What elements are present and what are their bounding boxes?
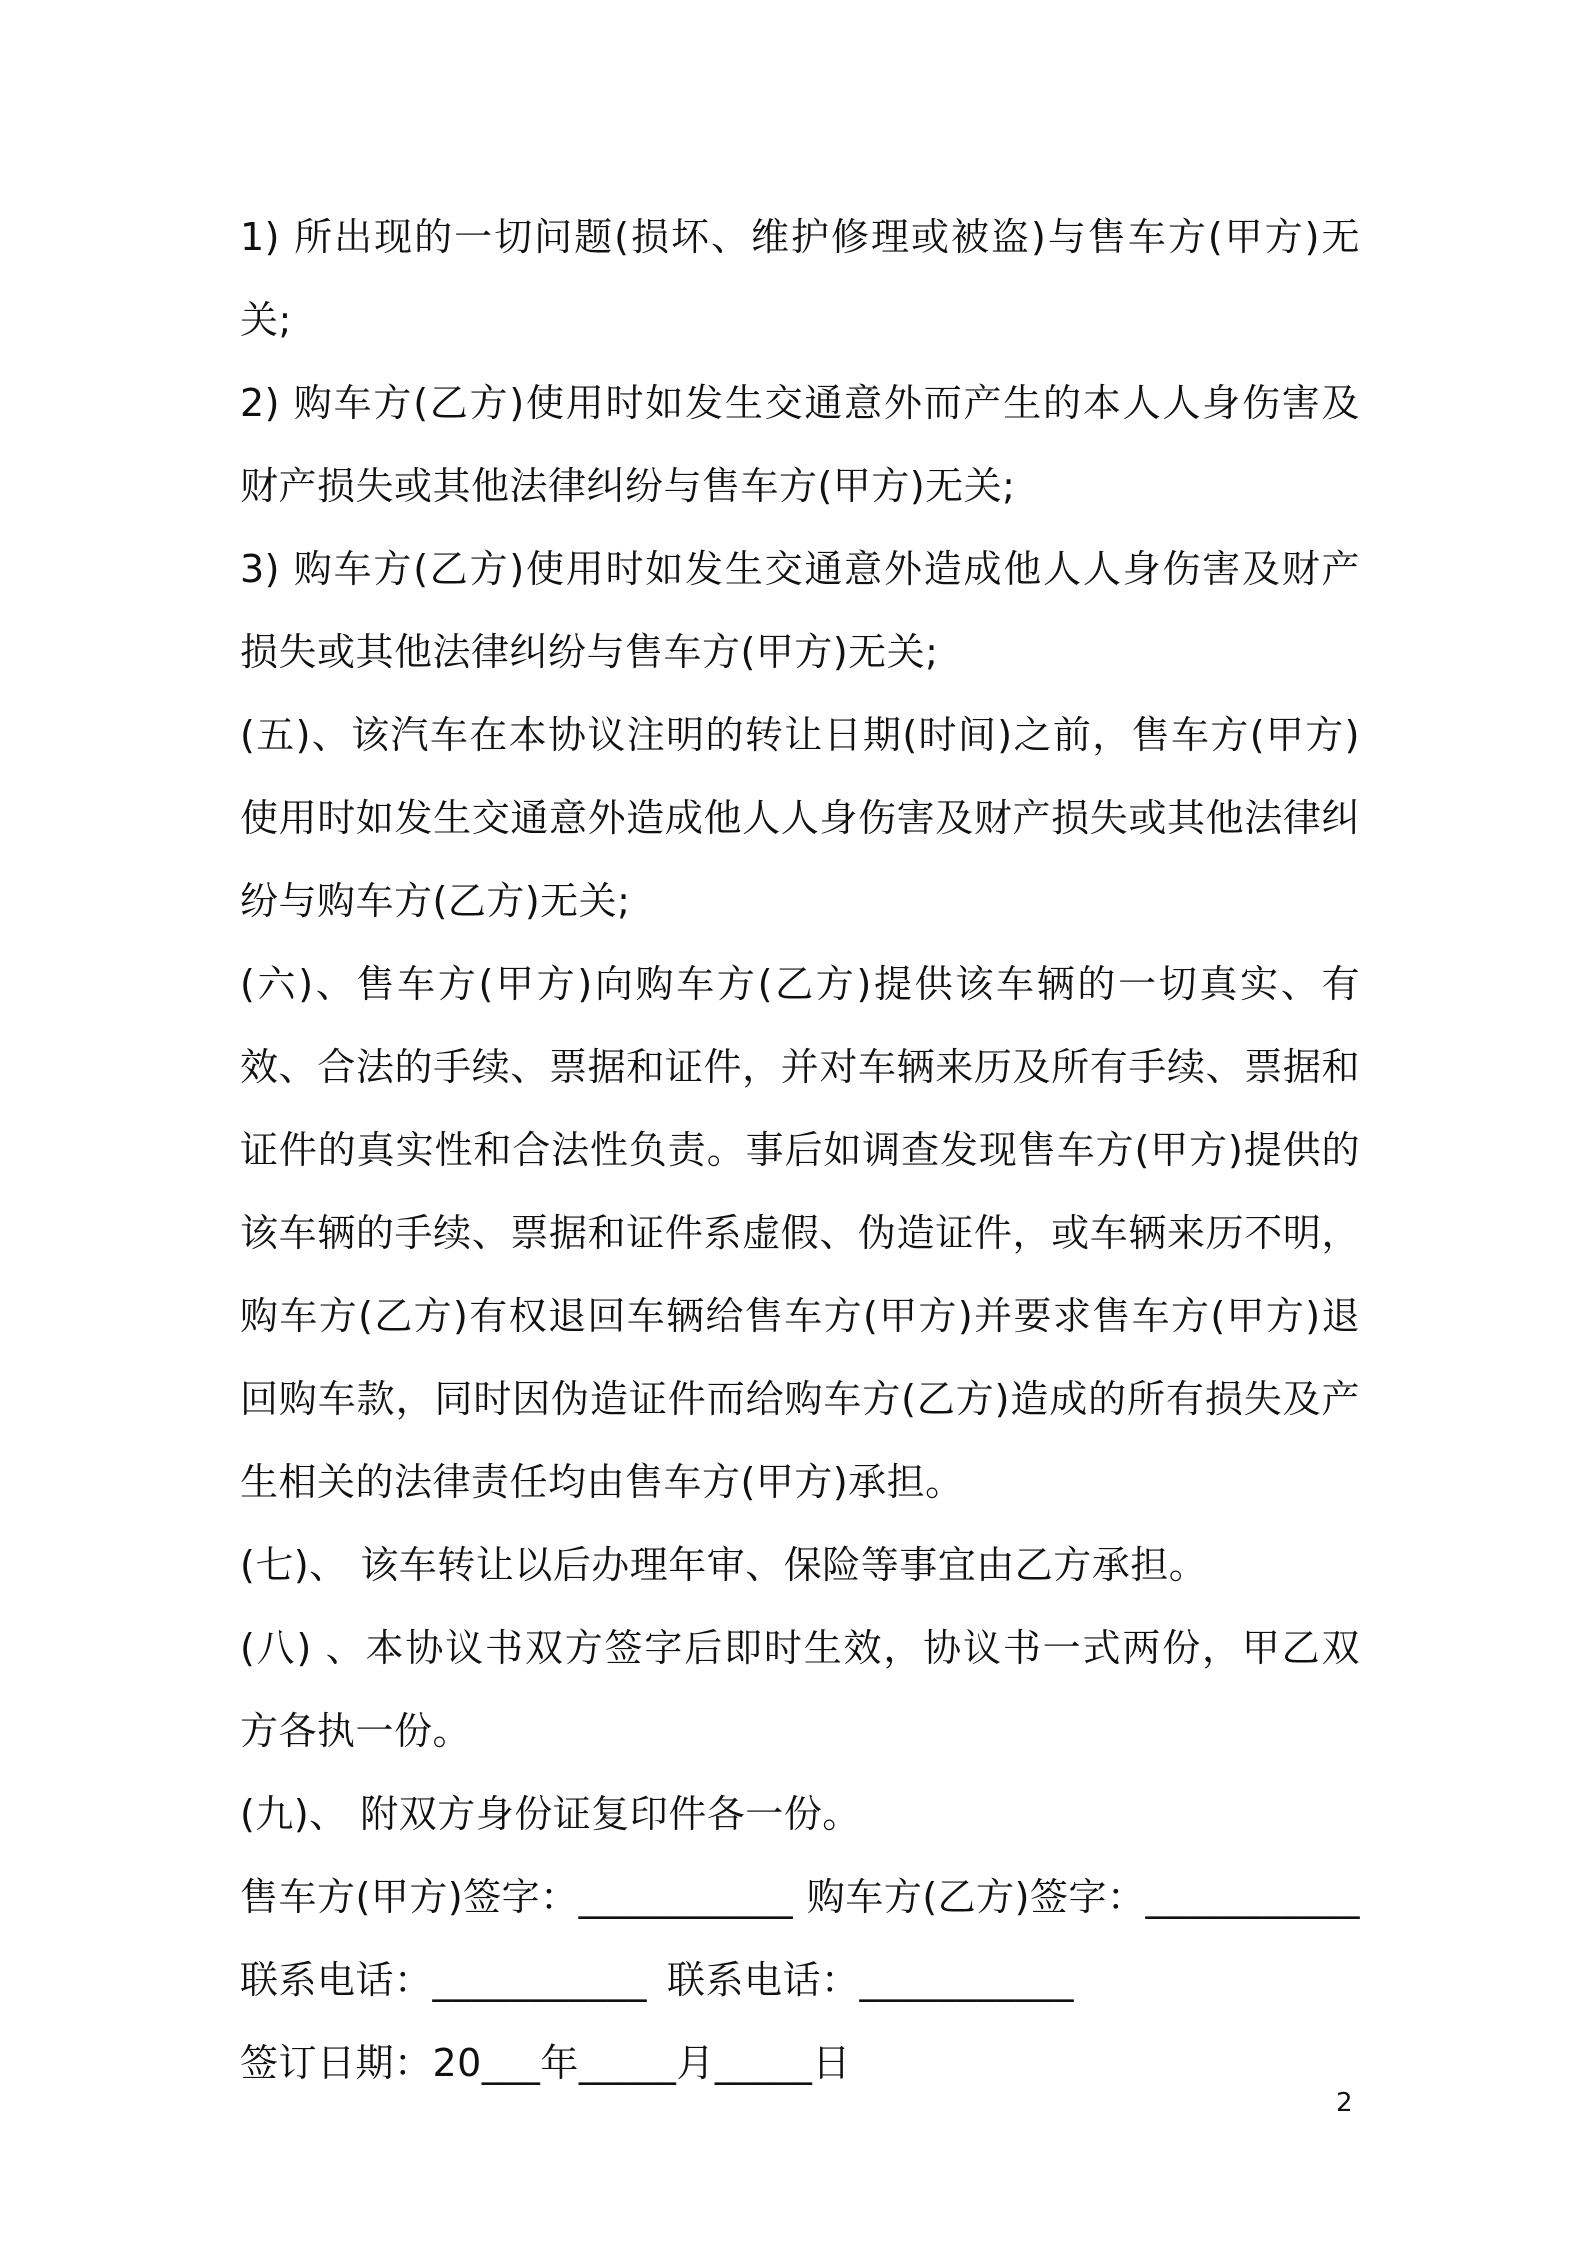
phone-row <box>240 1939 1360 2022</box>
clause-nine: (九)、 附双方身份证复印件各一份。 <box>240 1792 861 1836</box>
signature-row <box>240 1856 1360 1939</box>
clause-3: 3) 购车方(乙方)使用时如发生交通意外造成他人人身伤害及财产损失或其他法律纠纷与售车方(甲方)无关; <box>240 547 1360 674</box>
clause-2: 2) 购车方(乙方)使用时如发生交通意外而产生的本人人身伤害及财产损失或其他法律纠纷与售车方(甲方)无关; <box>240 381 1360 508</box>
seller-signature-field[interactable]: 售车方(甲方)签字：___________ <box>240 1875 794 1919</box>
seller-phone-field[interactable]: 联系电话：___________ <box>240 1958 648 2002</box>
sign-date-field[interactable]: 签订日期：20___年_____月_____日 <box>240 2041 851 2085</box>
clause-six: (六)、售车方(甲方)向购车方(乙方)提供该车辆的一切真实、有效、合法的手续、票据和证件，并对车辆来历及所有手续、票据和证件的真实性和合法性负责。事后如调查发现售车方(甲方)提供的该车辆的手续、票据和证件系虚假、伪造证件，或车辆来历不明，购车方(乙方)有权退回车辆给售车方(甲方)并要求售车方(甲方)退回购车款，同时因伪造证件而给购车方(乙方)造成的所有损失及产生相关的法律责任均由售车方(甲方)承担。 <box>240 962 1360 1504</box>
clause-1: 1) 所出现的一切问题(损坏、维护修理或被盗)与售车方(甲方)无关; <box>240 215 1360 342</box>
buyer-signature-field[interactable]: 购车方(乙方)签字：___________ <box>806 1875 1360 1919</box>
clause-eight: (八) 、本协议书双方签字后即时生效，协议书一式两份，甲乙双方各执一份。 <box>240 1626 1360 1753</box>
buyer-phone-field[interactable]: 联系电话：___________ <box>667 1958 1075 2002</box>
clause-seven: (七)、 该车转让以后办理年审、保险等事宜由乙方承担。 <box>240 1543 1208 1587</box>
document-body <box>240 196 1360 2105</box>
page-number: 2 <box>1336 2088 1353 2118</box>
clause-five: (五)、该汽车在本协议注明的转让日期(时间)之前，售车方(甲方)使用时如发生交通意外造成他人人身伤害及财产损失或其他法律纠纷与购车方(乙方)无关; <box>240 713 1360 923</box>
